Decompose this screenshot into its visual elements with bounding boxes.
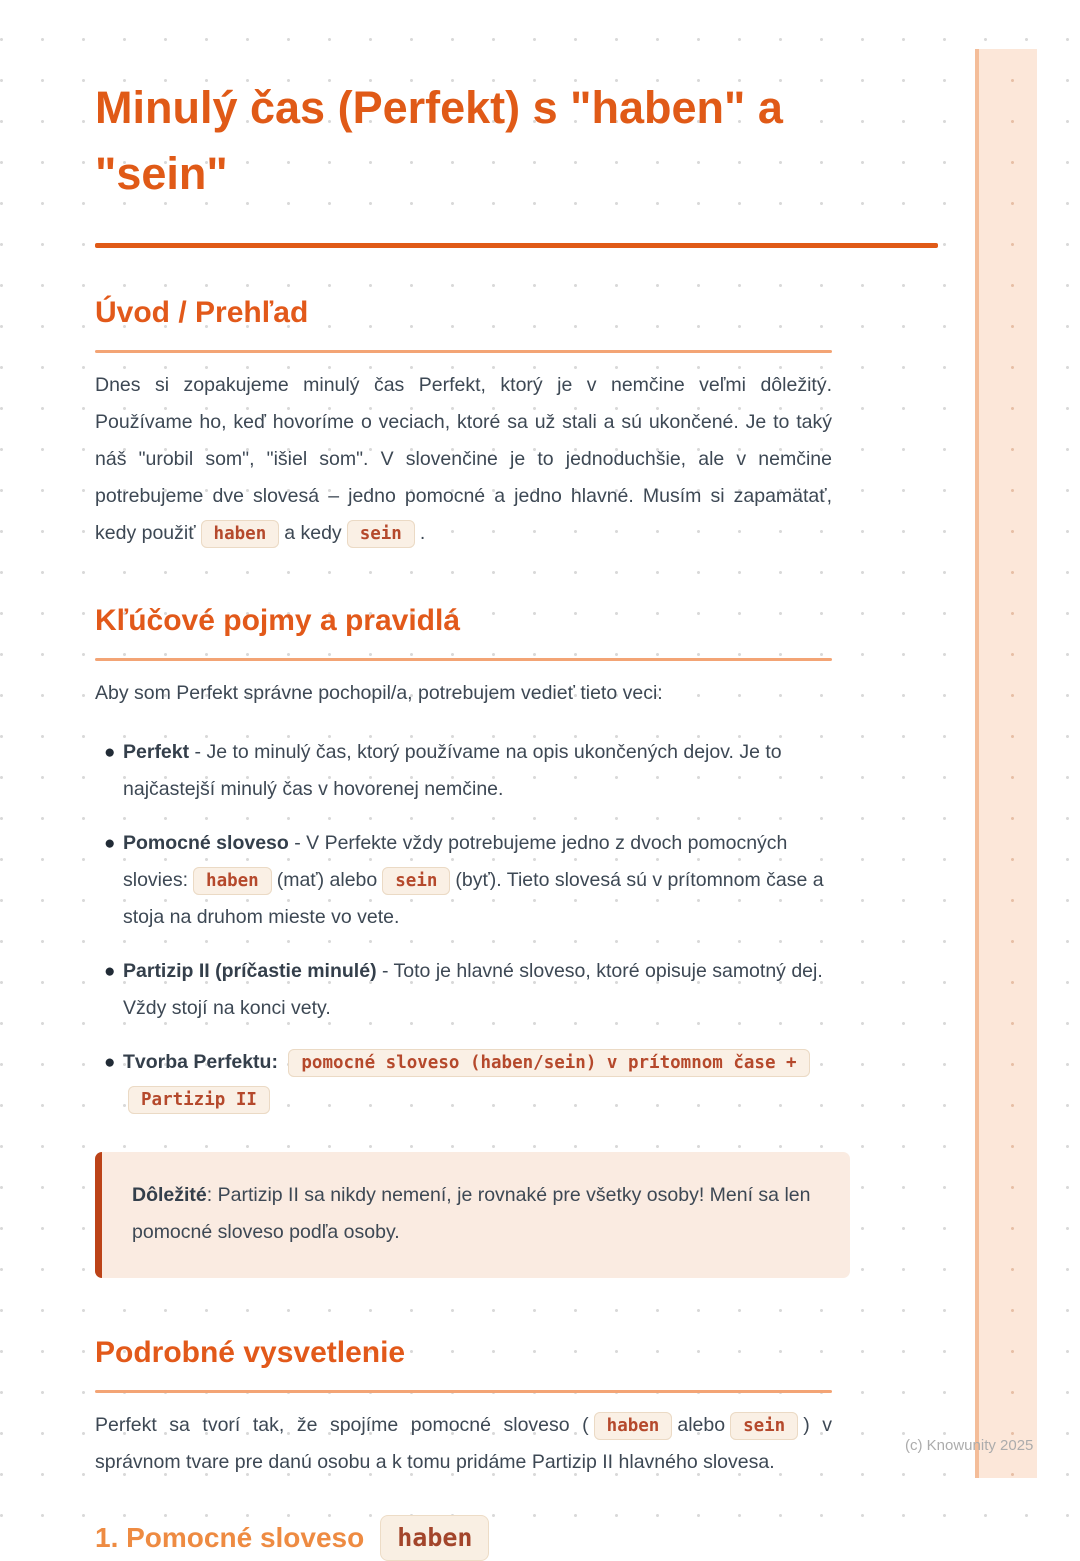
intro-paragraph — [95, 367, 832, 552]
term-tvorba-perfektu: Tvorba Perfektu: — [123, 1051, 278, 1073]
intro-text-2: a kedy — [284, 522, 342, 544]
key-concepts-list — [95, 734, 832, 1118]
list-item — [104, 953, 832, 1027]
term-partizip-text: - Toto je hlavné sloveso, ktoré opisuje samotný dej. Vždy stojí na konci vety. — [123, 960, 823, 1019]
intro-text-3: . — [419, 522, 426, 544]
detail-paragraph — [95, 1407, 832, 1481]
bullet-icon: ● — [104, 833, 116, 854]
term-pomocne-text-1: - V Perfekte vždy potrebujeme jedno z dvoch pomocných slovies: — [123, 832, 788, 891]
callout-text: : Partizip II sa nikdy nemení, je rovnaké pre všetky osoby! Mení sa len pomocné sloveso podľa osoby. — [132, 1184, 811, 1243]
detail-text-3: ) v správnom tvare pre danú osobu a k tomu pridáme Partizip II hlavného slovesa. — [95, 1414, 832, 1473]
term-perfekt: Perfekt — [123, 741, 190, 763]
term-partizip: Partizip II (príčastie minulé) — [123, 960, 377, 982]
section-heading-detail: Podrobné vysvetlenie — [95, 1336, 406, 1369]
section-divider-intro — [95, 350, 832, 353]
title-divider — [95, 243, 938, 248]
bullet-icon: ● — [104, 1052, 116, 1073]
bullet-icon: ● — [104, 742, 116, 763]
subsection-row — [95, 1515, 832, 1561]
inline-code-haben-large: haben — [380, 1515, 489, 1561]
important-callout — [95, 1152, 850, 1278]
inline-code-haben: haben — [193, 867, 272, 895]
bullet-icon: ● — [104, 961, 116, 982]
inline-code-sein: sein — [382, 867, 450, 895]
page-title-line2: "sein" — [95, 148, 228, 199]
intro-text-1: Dnes si zopakujeme minulý čas Perfekt, ktorý je v nemčine veľmi dôležitý. Používame ho, keď hovoríme o veciach, ktoré sa už stali a sú ukončené. Je to taký náš "urobil som", "išiel som". V slovenčine je to jednoduchšie, ale v nemčine potrebujeme dve slovesá – jedno pomocné a jedno hlavné. Musím si zapamätať, kedy použiť — [95, 374, 832, 544]
term-perfekt-text: - Je to minulý čas, ktorý používame na opis ukončených dejov. Je to najčastejší minulý čas v hovorenej nemčine. — [123, 741, 782, 800]
section-heading-intro: Úvod / Prehľad — [95, 296, 309, 329]
page-title — [95, 75, 975, 207]
list-item — [104, 825, 832, 936]
page-title-line1: Minulý čas (Perfekt) s "haben" a — [95, 82, 783, 133]
copyright-note: (c) Knowunity 2025 — [905, 1437, 1034, 1454]
inline-code-haben: haben — [594, 1412, 673, 1440]
inline-code-sein: sein — [730, 1412, 798, 1440]
detail-text-1: Perfekt sa tvorí tak, že spojíme pomocné sloveso ( — [95, 1414, 589, 1436]
callout-label: Dôležité — [132, 1184, 207, 1206]
document-content — [95, 0, 832, 1561]
section-divider-key-concepts — [95, 658, 832, 661]
list-item — [104, 1044, 832, 1118]
inline-code-sein: sein — [347, 520, 415, 548]
inline-code-haben: haben — [201, 520, 280, 548]
section-divider-detail — [95, 1390, 832, 1393]
detail-text-2: alebo — [677, 1414, 726, 1436]
term-pomocne-text-3: (byť). Tieto slovesá sú v prítomnom čase a stoja na druhom mieste vo vete. — [123, 869, 824, 928]
list-item — [104, 734, 832, 808]
term-pomocne-text-2: (mať) alebo — [276, 869, 378, 891]
inline-code-formula: pomocné sloveso (haben/sein) v prítomnom čase + Partizip II — [128, 1049, 810, 1114]
key-concepts-lead: Aby som Perfekt správne pochopil/a, potrebujem vedieť tieto veci: — [95, 682, 663, 704]
decorative-side-band — [975, 49, 1037, 1478]
subsection-heading: 1. Pomocné sloveso — [95, 1522, 365, 1553]
section-heading-key-concepts: Kľúčové pojmy a pravidlá — [95, 604, 461, 637]
term-pomocne-sloveso: Pomocné sloveso — [123, 832, 289, 854]
